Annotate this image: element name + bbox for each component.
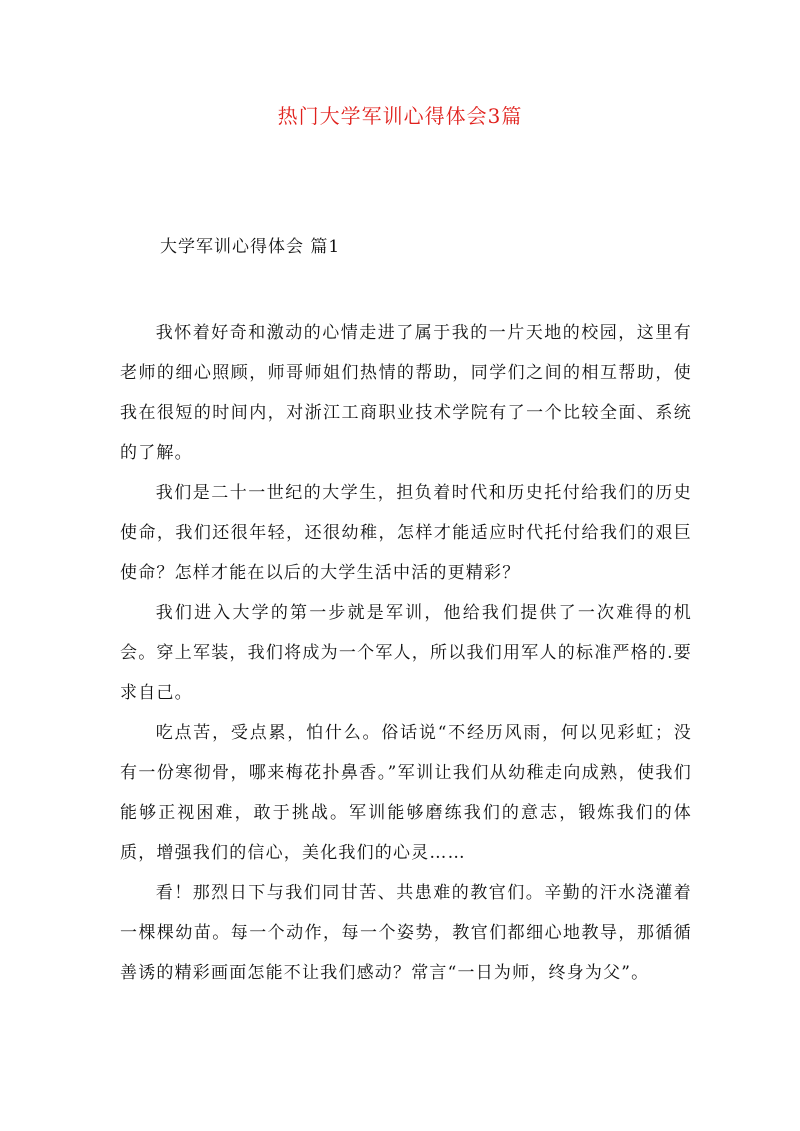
document-title: 热门大学军训心得体会3篇 [277, 104, 523, 128]
paragraph-2: 我们是二十一世纪的大学生，担负着时代和历史托付给我们的历史使命，我们还很年轻，还很幼稚，怎样才能适应时代托付给我们的艰巨使命？怎样才能在以后的大学生活中活的更精彩？ [120, 483, 692, 583]
paragraph-4: 吃点苦，受点累，怕什么。俗话说“不经历风雨，何以见彩虹；没有一份寒彻骨，哪来梅花扑鼻香。”军训让我们从幼稚走向成熟，使我们能够正视困难，敢于挑战。军训能够磨练我们的意志，锻炼我们的体质，增强我们的信心，美化我们的心灵…… [120, 723, 692, 863]
paragraph-3: 我们进入大学的第一步就是军训，他给我们提供了一次难得的机会。穿上军装，我们将成为一个军人，所以我们用军人的标准严格的.要求自己。 [120, 603, 692, 703]
section-heading: 大学军训心得体会 篇1 [160, 237, 341, 257]
paragraph-1: 我怀着好奇和激动的心情走进了属于我的一片天地的校园，这里有老师的细心照顾，师哥师姐们热情的帮助，同学们之间的相互帮助，使我在很短的时间内，对浙江工商职业技术学院有了一个比较全面、系统的了解。 [120, 323, 692, 463]
paragraph-5: 看！那烈日下与我们同甘苦、共患难的教官们。辛勤的汗水浇灌着一棵棵幼苗。每一个动作，每一个姿势，教官们都细心地教导，那循循善诱的精彩画面怎能不让我们感动？常言“一日为师，终身为父”。 [120, 883, 692, 983]
body-text [120, 313, 692, 993]
